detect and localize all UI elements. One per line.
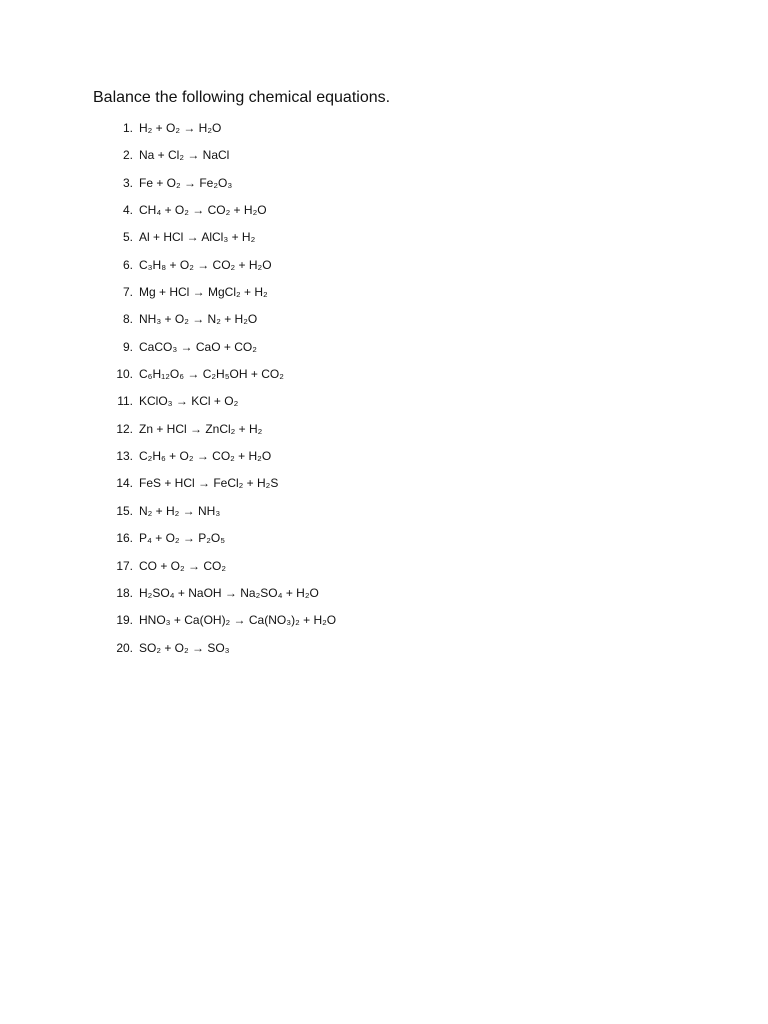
item-number: 14. [116,476,133,491]
list-item [0,418,768,445]
item-number: 20. [116,640,133,655]
item-number: 9. [122,339,133,354]
item-number: 1. [122,121,133,135]
list-item [0,609,768,636]
equation-text: Zn + HCl → ZnCl₂ + H₂ [139,421,263,436]
item-number: 8. [122,312,133,327]
equation-text: H₂SO₄ + NaOH → Na₂SO₄ + H₂O [139,585,319,600]
equation-text: P₄ + O₂ → P₂O₅ [139,531,226,546]
list-item [0,117,768,144]
list-item [0,281,768,308]
equation-text: HNO₃ + Ca(OH)₂ → Ca(NO₃)₂ + H₂O [139,613,337,628]
item-number: 2. [122,148,133,163]
item-number: 7. [122,285,133,300]
list-item [0,637,768,664]
item-number: 18. [116,585,133,600]
list-item [0,144,768,171]
item-number: 11. [117,394,133,409]
equation-text: H₂ + O₂ → H₂O [139,121,222,135]
equation-list [0,117,768,664]
list-item [0,582,768,609]
equation-text: N₂ + H₂ → NH₃ [139,503,221,518]
equation-text: Na + Cl₂ → NaCl [139,148,230,163]
equation-text: KClO₃ → KCl + O₂ [139,394,239,409]
equation-text: FeS + HCl → FeCl₂ + H₂S [139,476,279,491]
list-item [0,308,768,335]
list-item [0,336,768,363]
item-number: 19. [116,613,133,628]
list-item [0,226,768,253]
equation-text: NH₃ + O₂ → N₂ + H₂O [139,312,258,327]
equation-text: CaCO₃ → CaO + CO₂ [139,339,257,354]
list-item [0,199,768,226]
item-number: 13. [116,449,133,464]
item-number: 3. [122,175,133,190]
equation-text: Mg + HCl → MgCl₂ + H₂ [139,285,268,300]
item-number: 4. [122,203,133,218]
equation-text: SO₂ + O₂ → SO₃ [139,640,230,655]
equation-text: C₂H₆ + O₂ → CO₂ + H₂O [139,449,272,464]
item-number: 17. [116,558,133,573]
list-item [0,500,768,527]
equation-text: Al + HCl → AlCl₃ + H₂ [139,230,256,245]
equation-text: C₆H₁₂O₆ → C₂H₅OH + CO₂ [139,367,284,382]
list-item [0,172,768,199]
equation-text: Fe + O₂ → Fe₂O₃ [139,175,233,190]
page-title: Balance the following chemical equations. [93,89,391,106]
list-item [0,445,768,472]
list-item [0,363,768,390]
item-number: 12. [116,421,133,436]
equation-text: C₃H₈ + O₂ → CO₂ + H₂O [139,257,272,272]
equation-text: CO + O₂ → CO₂ [139,558,226,573]
item-number: 6. [122,257,133,272]
list-item [0,555,768,582]
list-item [0,527,768,554]
item-number: 15. [116,503,133,518]
item-number: 5. [122,230,133,245]
list-item [0,472,768,499]
list-item [0,254,768,281]
item-number: 16. [116,531,133,546]
item-number: 10. [116,367,133,382]
list-item [0,390,768,417]
equation-text: CH₄ + O₂ → CO₂ + H₂O [139,203,267,218]
